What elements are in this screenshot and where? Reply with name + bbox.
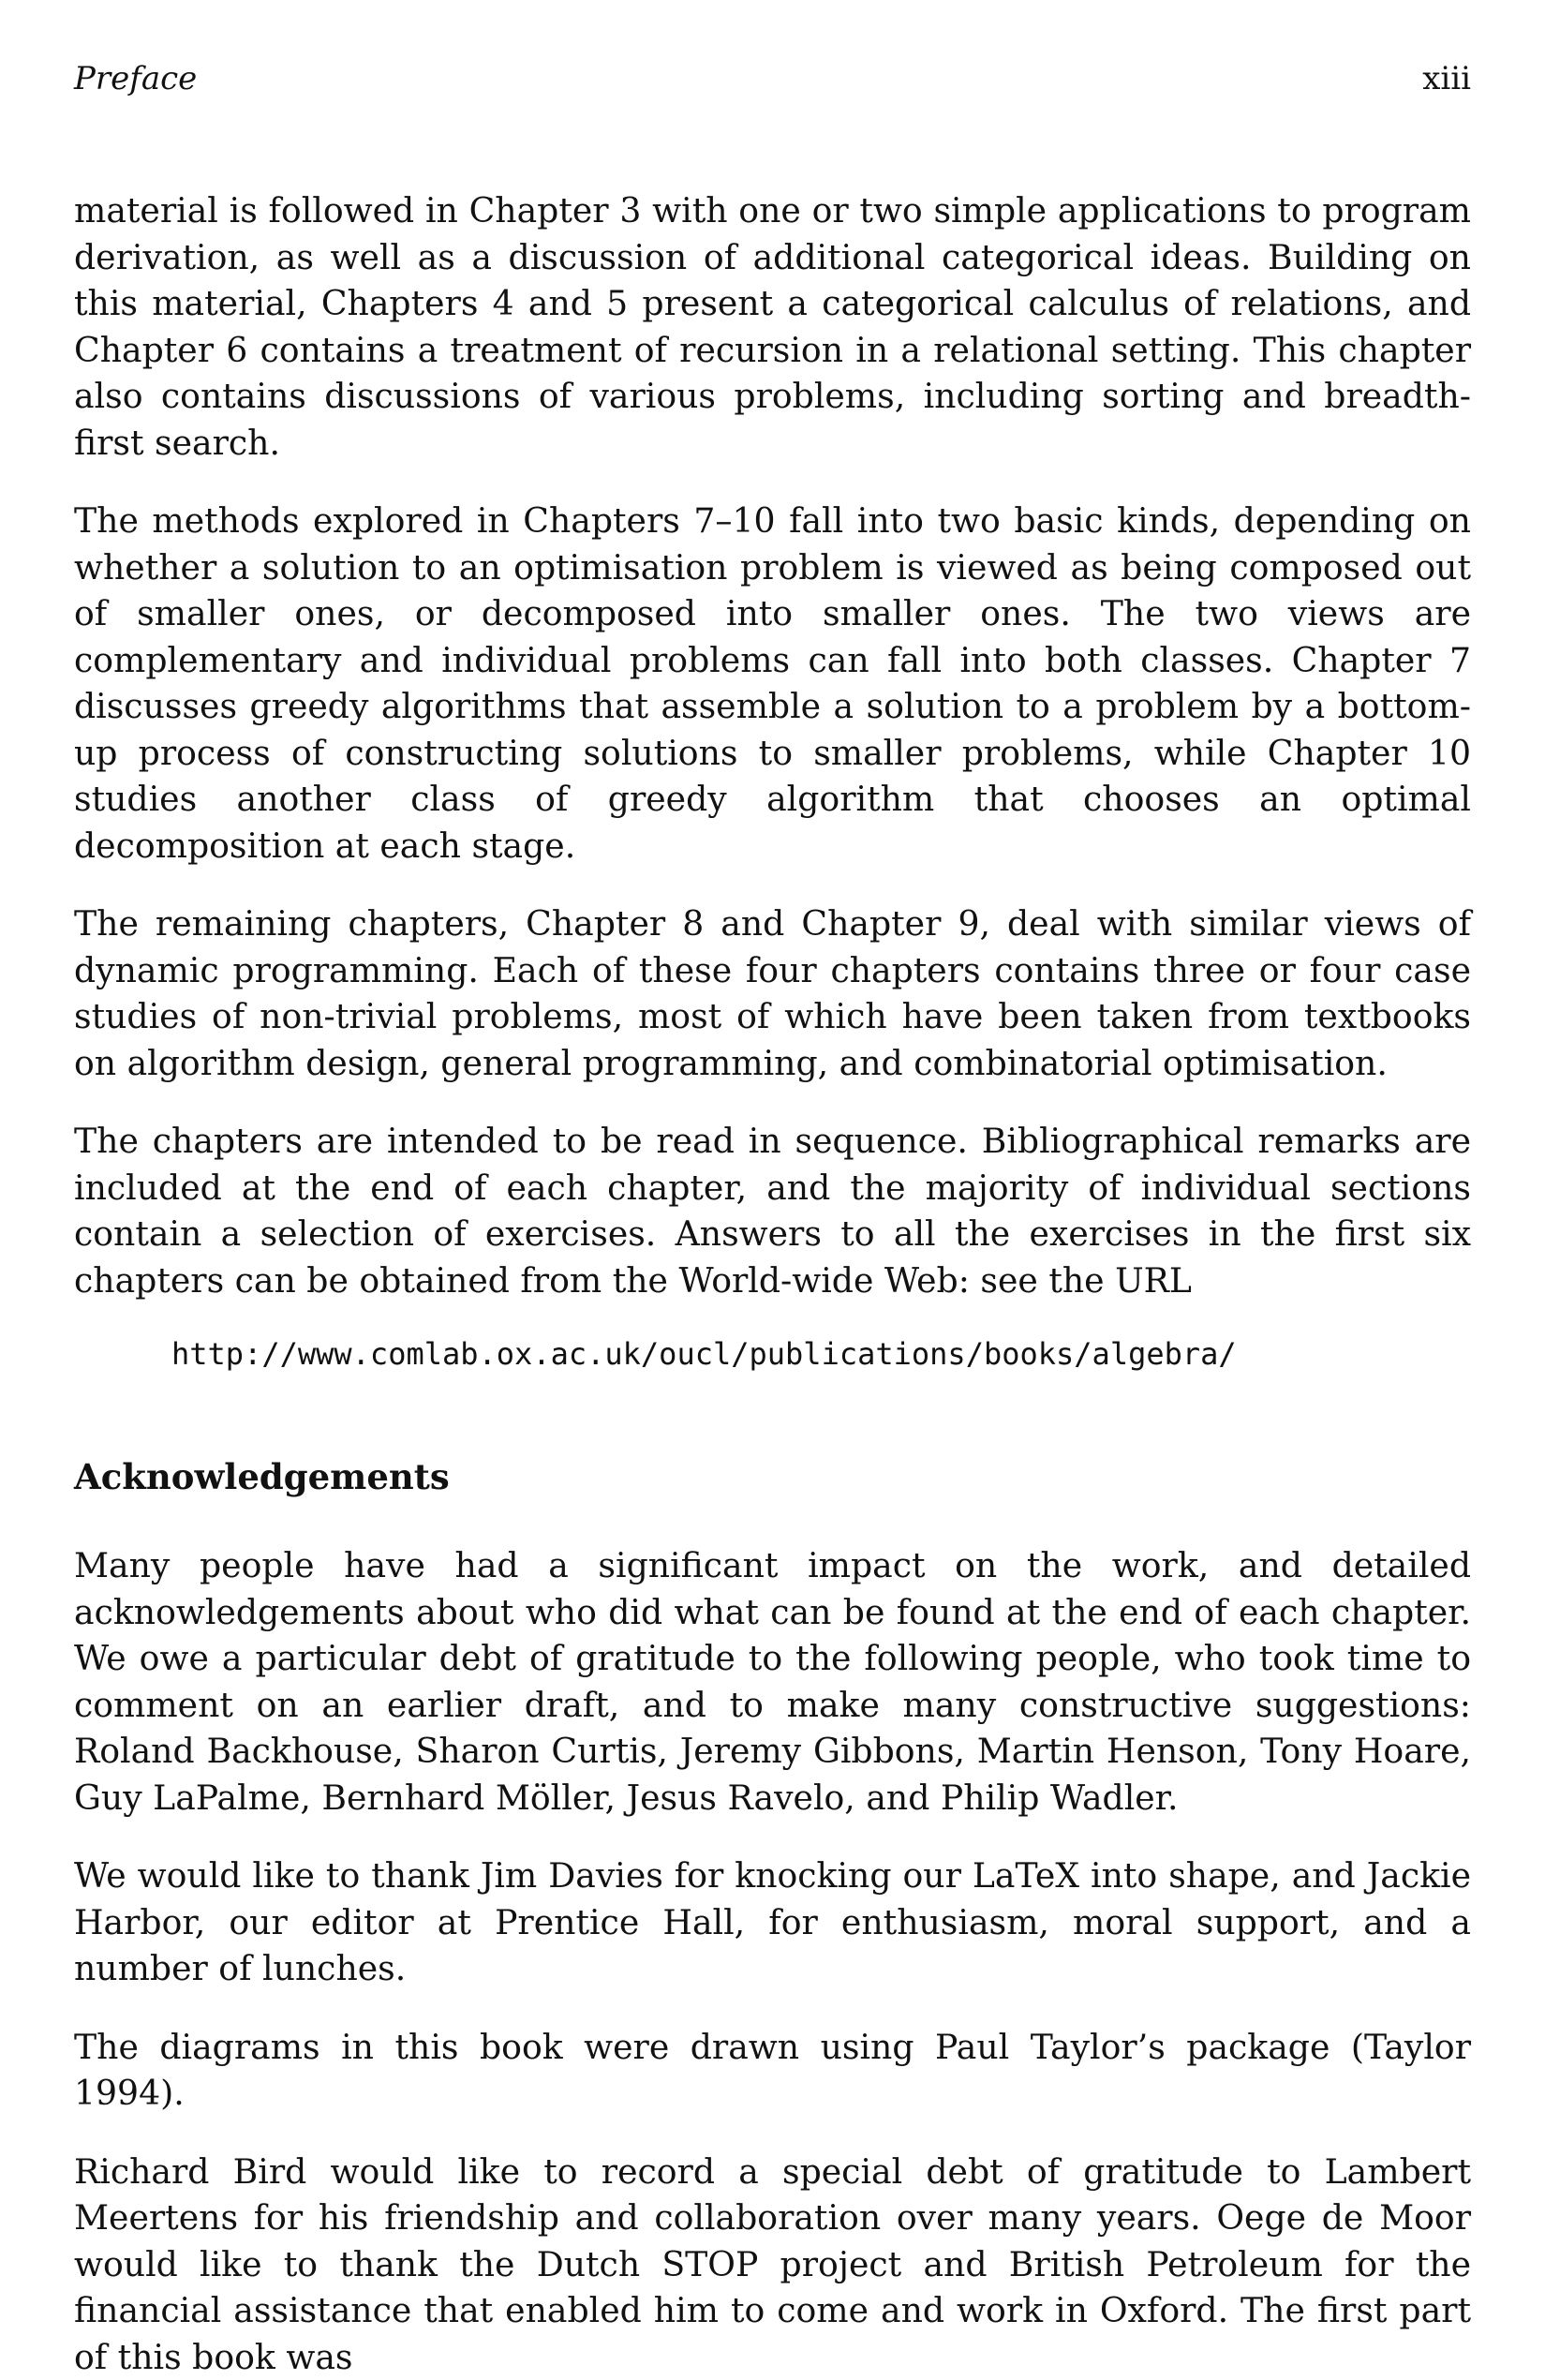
acknowledgements-heading: Acknowledgements [74, 1456, 1471, 1497]
page-number: xiii [1422, 60, 1471, 97]
paragraph-intro-2: The methods explored in Chapters 7–10 fall into two basic kinds, depending on whether a solution to an optimisation problem is viewed as being composed out of smaller ones, or decomposed into smaller ones. The two views are complementary and individual problems can fall into both classes. Chapter 7 discusses greedy algorithms that assemble a solution to a problem by a bottom-up process of constructing solutions to smaller problems, while Chapter 10 studies another class of greedy algorithm that chooses an optimal decomposition at each stage. [74, 498, 1471, 869]
acknowledgements-paragraph-2-start: We would like to thank Jim Davies for knocking our [74, 1855, 973, 1896]
chapter-title: Preface [74, 60, 197, 97]
running-head [74, 60, 1471, 109]
book-page [74, 60, 1471, 2380]
latex-logo: LaTeX [973, 1855, 1079, 1896]
acknowledgements-paragraph-1: Many people have had a significant impact on the work, and detailed acknowledgements about who did what can be found at the end of each chapter. We owe a particular debt of gratitude to the following people, who took time to comment on an earlier draft, and to make many constructive suggestions: Roland Backhouse, Sharon Curtis, Jeremy Gibbons, Martin Henson, Tony Hoare, Guy LaPalme, Bernhard Möller, Jesus Ravelo, and Philip Wadler. [74, 1542, 1471, 1821]
acknowledgements-paragraph-4: Richard Bird would like to record a special debt of gratitude to Lambert Meertens for his friendship and collaboration over many years. Oege de Moor would like to thank the Dutch STOP project and British Petroleum for the financial assistance that enabled him to come and work in Oxford. The first part of this book was [74, 2149, 1471, 2380]
acknowledgements-paragraph-3: The diagrams in this book were drawn using Paul Taylor’s package (Taylor 1994). [74, 2024, 1471, 2117]
paragraph-intro-3: The remaining chapters, Chapter 8 and Chapter 9, deal with similar views of dynamic programming. Each of these four chapters contains three or four case studies of non-trivial problems, most of which have been taken from textbooks on algorithm design, general programming, and combinatorial optimisation. [74, 900, 1471, 1086]
url-link[interactable]: http://www.comlab.ox.ac.uk/oucl/publications/books/algebra/ [74, 1336, 1471, 1372]
acknowledgements-paragraph-2-end: into shape, and Jackie Harbor, our editor at Prentice Hall, for enthusiasm, moral support, and a number of lunches. [74, 1855, 1471, 1988]
paragraph-intro-4: The chapters are intended to be read in sequence. Bibliographical remarks are included at the end of each chapter, and the majority of individual sections contain a selection of exercises. Answers to all the exercises in the first six chapters can be obtained from the World-wide Web: see the URL [74, 1118, 1471, 1303]
paragraph-intro-1: material is followed in Chapter 3 with one or two simple applications to program derivation, as well as a discussion of additional categorical ideas. Building on this material, Chapters 4 and 5 present a categorical calculus of relations, and Chapter 6 contains a treatment of recursion in a relational setting. This chapter also contains discussions of various problems, including sorting and breadth-first search. [74, 187, 1471, 466]
acknowledgements-paragraph-2 [74, 1852, 1471, 1992]
